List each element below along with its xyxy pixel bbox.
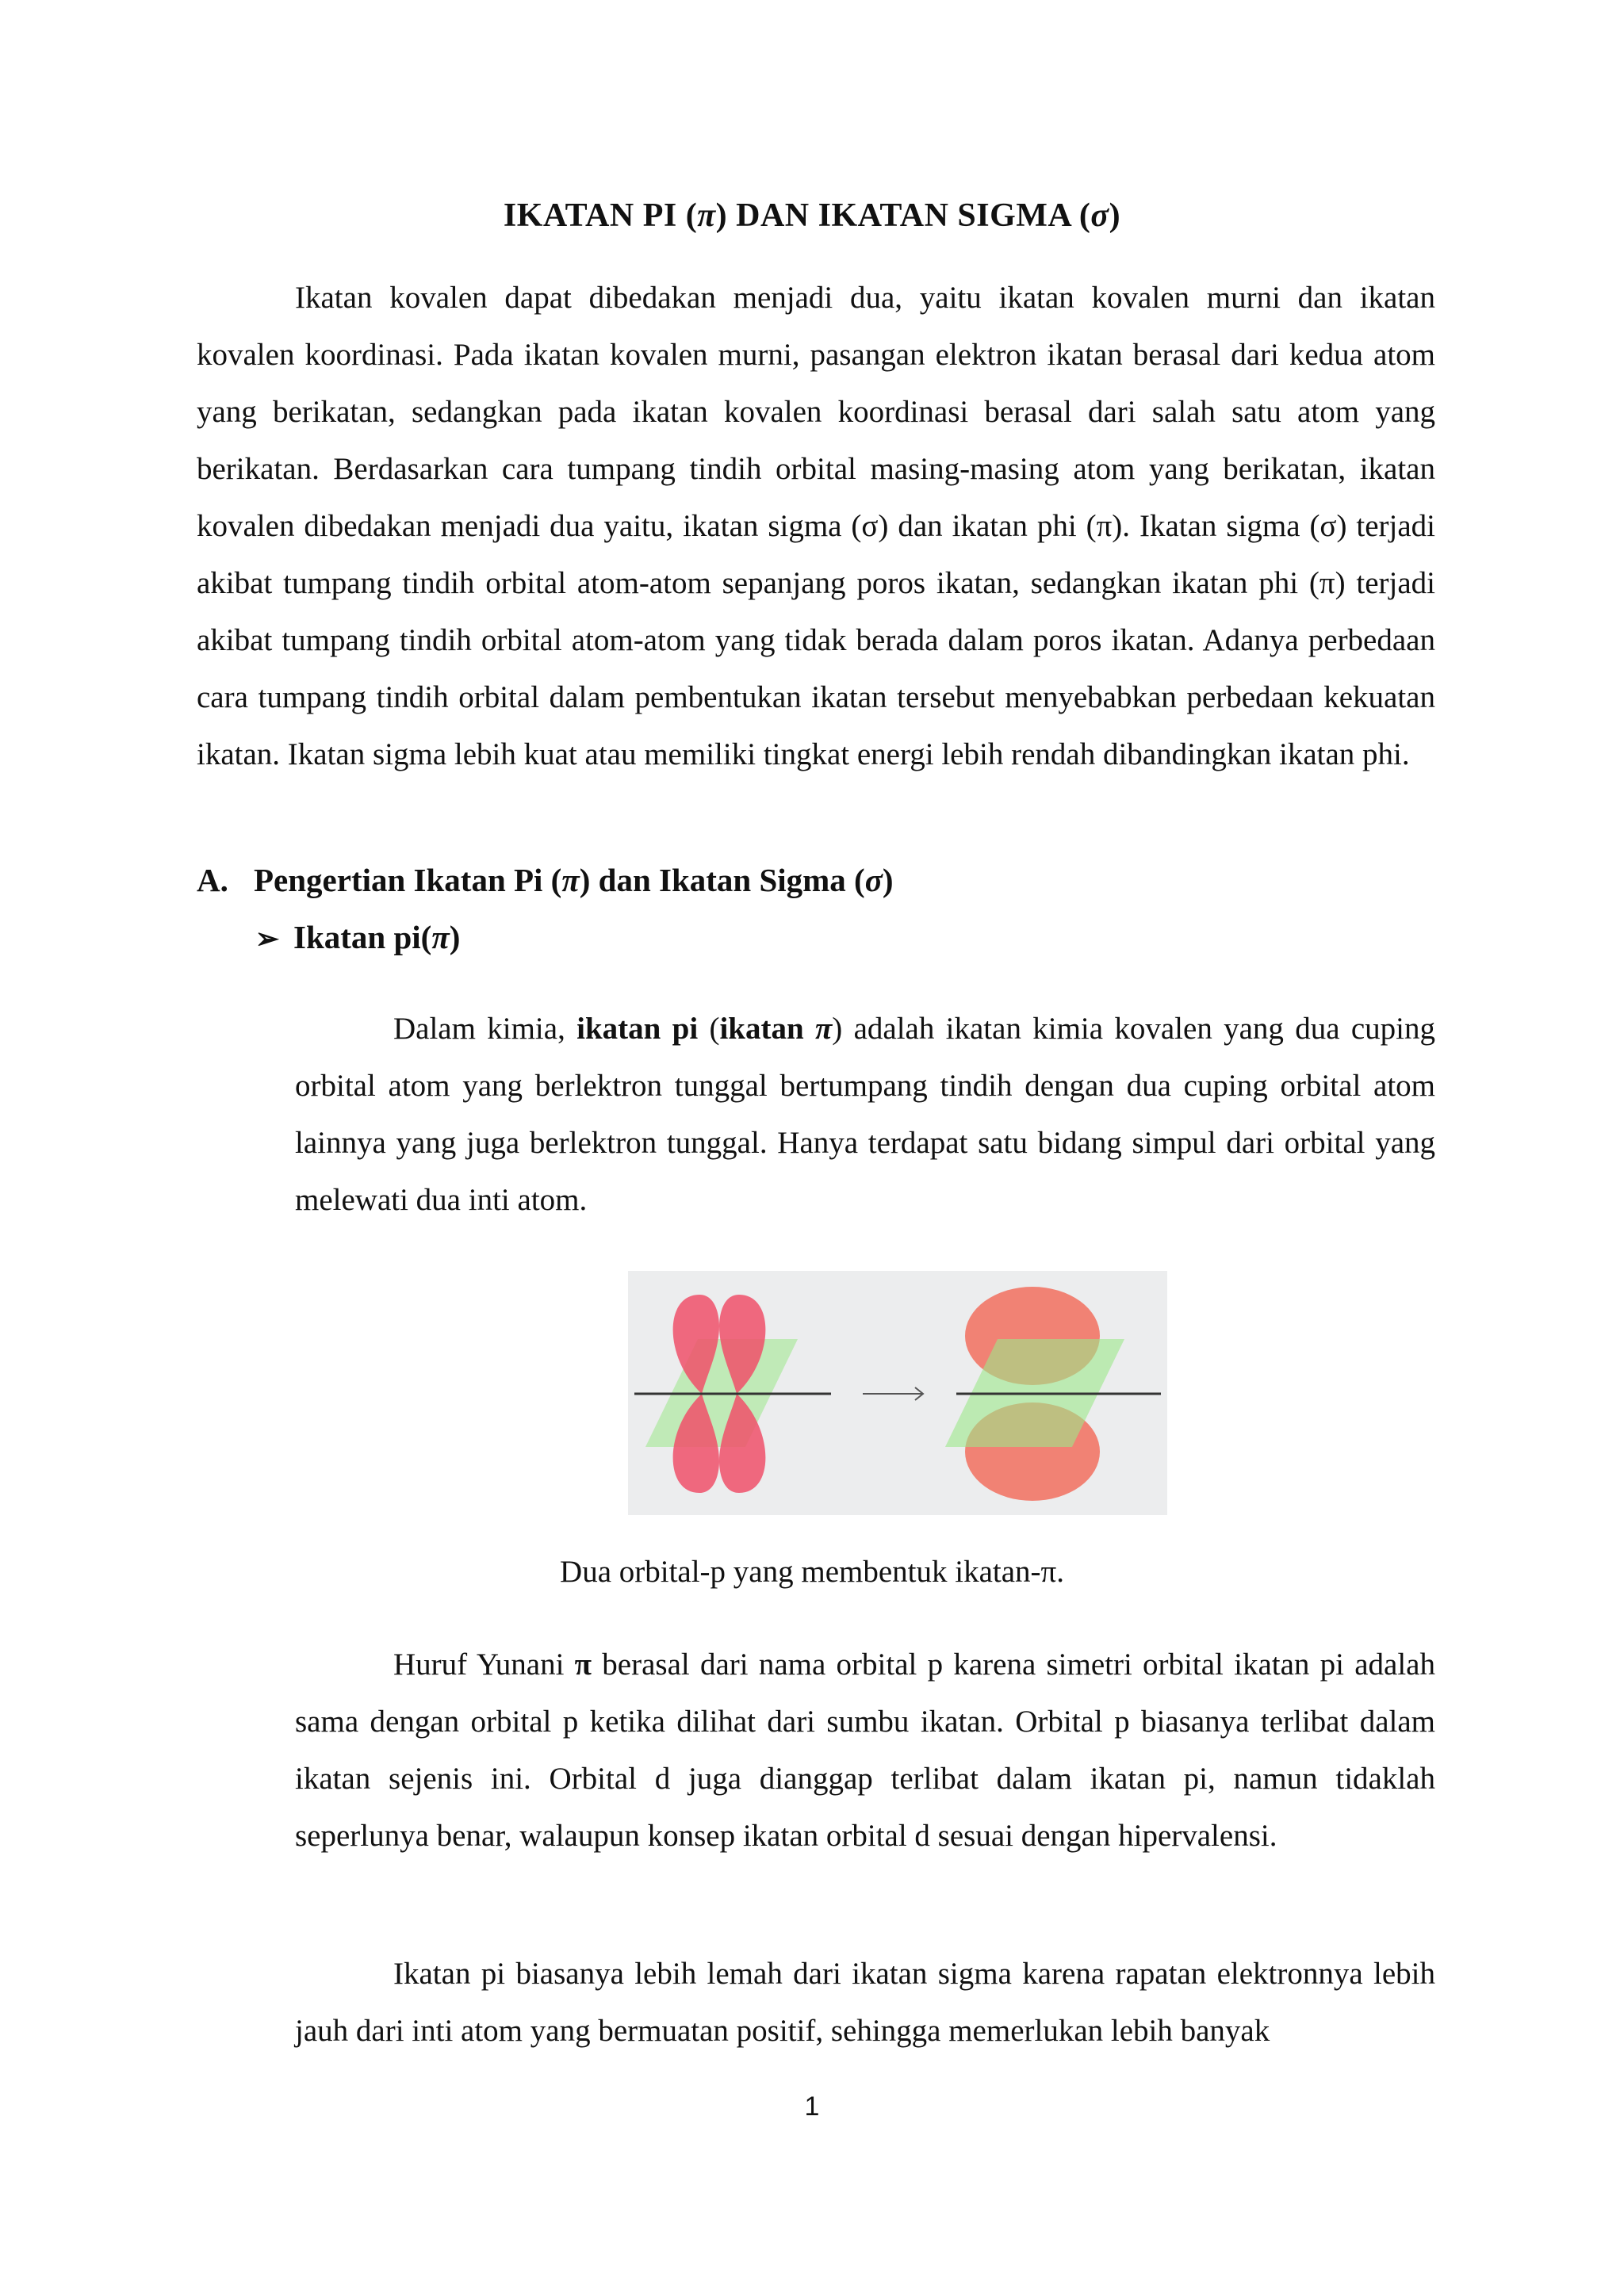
subsection-prefix: Ikatan pi( (293, 919, 432, 955)
pi-paren-open: ( (698, 1012, 720, 1046)
right-pi-bond (945, 1287, 1161, 1501)
pi-bold-alt (719, 1012, 832, 1046)
pi-definition-paragraph (295, 1001, 1435, 1229)
title-pi-symbol: π (697, 197, 716, 234)
page-title (0, 197, 1624, 235)
section-heading-pi-symbol: π (561, 862, 580, 898)
section-heading-middle: ) dan Ikatan Sigma ( (579, 862, 865, 898)
subsection-heading-ikatan-pi (255, 918, 460, 956)
figure-caption: Dua orbital-p yang membentuk ikatan-π. (560, 1555, 1064, 1589)
section-heading-a (197, 861, 893, 899)
section-letter: A. (197, 862, 228, 898)
arrow-right-icon (863, 1387, 923, 1400)
pi-bond-orbital-figure (628, 1271, 1167, 1515)
section-heading-sigma-symbol: σ (864, 862, 883, 898)
pi-paragraph-lead: Dalam kimia, (393, 1012, 577, 1046)
pi-paragraph-rest: adalah ikatan kimia kovalen yang dua cuping orbital atom yang berlektron tunggal bertumpang tindih dengan dua cuping orbital atom lainnya yang juga berlektron tunggal. Hanya terdapat satu bidang simpul dari orbital yang melewati dua inti atom. (295, 1012, 1435, 1217)
pi-bold-term: ikatan pi (576, 1012, 699, 1046)
intro-paragraph: Ikatan kovalen dapat dibedakan menjadi dua, yaitu ikatan kovalen murni dan ikatan kovalen koordinasi. Pada ikatan kovalen murni, pasangan elektron ikatan berasal dari kedua atom yang berikatan, sedangkan pada ikatan kovalen koordinasi berasal dari salah satu atom yang berikatan. Berdasarkan cara tumpang tindih orbital masing-masing atom yang berikatan, ikatan kovalen dibedakan menjadi dua yaitu, ikatan sigma (σ) dan ikatan phi (π). Ikatan sigma (σ) terjadi akibat tumpang tindih orbital atom-atom sepanjang poros ikatan, sedangkan ikatan phi (π) terjadi akibat tumpang tindih orbital atom-atom yang tidak berada dalam poros ikatan. Adanya perbedaan cara tumpang tindih orbital dalam pembentukan ikatan tersebut menyebabkan perbedaan kekuatan ikatan. Ikatan sigma lebih kuat atau memiliki tingkat energi lebih rendah dibandingkan ikatan phi. (197, 281, 1435, 771)
subsection-suffix: ) (449, 919, 461, 955)
pi-weaker-paragraph: Ikatan pi biasanya lebih lemah dari ikatan sigma karena rapatan elektronnya lebih jauh dari inti atom yang bermuatan positif, sehingga memerlukan lebih banyak (295, 1957, 1435, 2048)
yunani-bold-pi-symbol: π (574, 1647, 592, 1682)
title-suffix: ) (1109, 197, 1121, 234)
title-middle: ) DAN IKATAN SIGMA ( (715, 197, 1091, 234)
pi-bold-alt-word: ikatan (719, 1012, 815, 1046)
section-heading-prefix: Pengertian Ikatan Pi ( (254, 862, 562, 898)
greek-letter-paragraph (295, 1636, 1435, 1865)
pi-paren-close: ) (832, 1012, 843, 1046)
pi-bold-alt-symbol: π (814, 1012, 833, 1046)
left-p-orbitals (634, 1295, 831, 1493)
page-number: 1 (804, 2091, 820, 2122)
title-prefix: IKATAN PI ( (503, 197, 698, 234)
arrow-bullet-icon: ➢ (255, 923, 280, 955)
yunani-lead: Huruf Yunani (393, 1647, 575, 1682)
orbital-overlap-illustration (628, 1271, 1167, 1515)
section-heading-suffix: ) (882, 862, 894, 898)
yunani-rest: berasal dari nama orbital p karena simetri orbital ikatan pi adalah sama dengan orbital p ketika dilihat dari sumbu ikatan. Orbital p biasanya terlibat dalam ikatan sejenis ini. Orbital d juga dianggap terlibat dalam ikatan pi, namun tidaklah seperlunya benar, walaupun konsep ikatan orbital d sesuai dengan hipervalensi. (295, 1647, 1435, 1853)
subsection-pi-symbol: π (431, 919, 450, 955)
title-sigma-symbol: σ (1090, 197, 1109, 234)
